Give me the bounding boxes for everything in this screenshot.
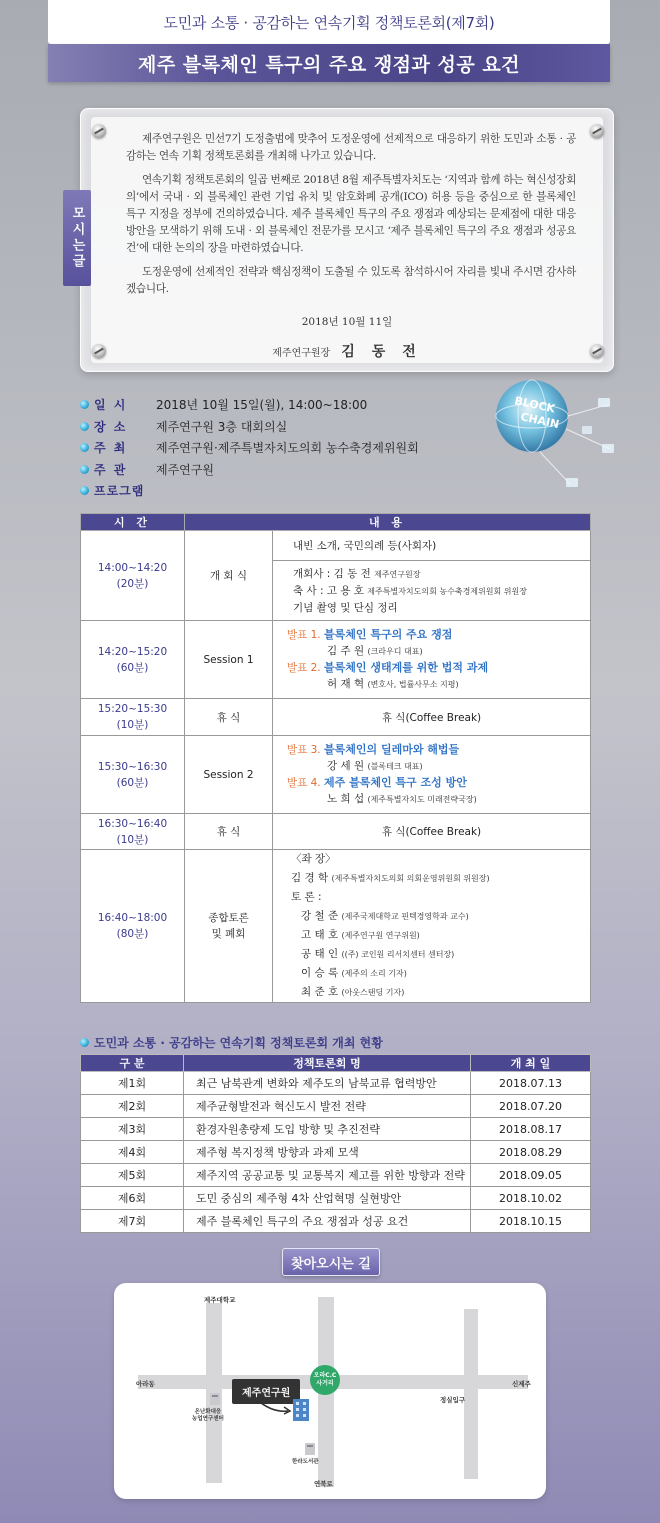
time-duration: (10분) bbox=[116, 833, 149, 846]
header-content: 내 용 bbox=[185, 514, 591, 531]
chair-name: 김 경 학 bbox=[291, 872, 329, 884]
speaker-aff: (블록테크 대표) bbox=[367, 761, 423, 771]
session-label: 및 폐회 bbox=[211, 928, 246, 940]
bullet-icon bbox=[80, 465, 89, 474]
speaker-4 bbox=[287, 791, 590, 808]
table-row bbox=[81, 531, 591, 621]
time-cell bbox=[81, 699, 185, 736]
talk-title: 제주 블록체인 특구 조성 방안 bbox=[324, 775, 467, 789]
panelist-aff: (제주의 소리 기자) bbox=[341, 969, 407, 978]
opener-line bbox=[293, 566, 590, 583]
invitation-paragraph: 도정운영에 선제적인 전략과 핵심정책이 도출될 수 있도록 참석하시어 자리를 빛내 주시면 감사하겠습니다. bbox=[126, 266, 576, 295]
info-row bbox=[80, 437, 440, 459]
info-row bbox=[80, 416, 440, 438]
panelist bbox=[291, 907, 590, 926]
round-cell: 제2회 bbox=[81, 1095, 184, 1118]
table-row bbox=[81, 621, 591, 699]
building-icon bbox=[304, 1441, 316, 1455]
bullet-icon bbox=[80, 1038, 89, 1047]
date-cell: 2018.08.17 bbox=[471, 1118, 591, 1141]
table-row bbox=[81, 1095, 591, 1118]
blockchain-globe-icon bbox=[470, 374, 620, 494]
screw-icon bbox=[92, 124, 106, 138]
round-cell: 제1회 bbox=[81, 1072, 184, 1095]
date-cell: 2018.08.29 bbox=[471, 1141, 591, 1164]
map-label: 연북로 bbox=[314, 1480, 333, 1488]
panelist-name: 최 준 호 bbox=[301, 986, 339, 998]
time-range: 14:00~14:20 bbox=[97, 561, 168, 574]
table-row bbox=[81, 814, 591, 850]
table-row bbox=[81, 699, 591, 736]
speaker-2 bbox=[287, 676, 590, 693]
title-cell: 환경자원총량제 도입 방향 및 추진전략 bbox=[184, 1118, 471, 1141]
panel-heading: 토 론 : bbox=[291, 891, 322, 903]
map-label: 제주대학교 bbox=[204, 1296, 236, 1304]
congrats-label: 축 사 : 고 용 호 bbox=[293, 585, 364, 597]
speaker-aff: (제주특별자치도 미래전략국장) bbox=[367, 794, 477, 804]
photo-line: 기념 촬영 및 단심 정리 bbox=[293, 602, 398, 614]
map-road bbox=[464, 1309, 478, 1479]
session-cell bbox=[185, 850, 273, 1003]
time-range: 15:30~16:30 bbox=[97, 760, 168, 773]
round-cell: 제7회 bbox=[81, 1210, 184, 1233]
time-cell bbox=[81, 531, 185, 621]
location-map bbox=[114, 1283, 546, 1499]
speaker-name: 허 재 혁 bbox=[327, 677, 365, 690]
signer-title: 제주연구원장 bbox=[272, 348, 331, 359]
invitation-body bbox=[126, 131, 576, 305]
session-cell: Session 2 bbox=[185, 736, 273, 814]
series-banner bbox=[48, 0, 610, 44]
opener-role: 제주연구원장 bbox=[374, 570, 421, 579]
time-range: 14:20~15:20 bbox=[97, 645, 168, 658]
series-title: 도민과 소통 · 공감하는 연속기획 정책토론회(제7회) bbox=[163, 13, 495, 32]
intersection-marker: 오라C.C 사거리 bbox=[310, 1365, 340, 1395]
panelist-name: 고 태 호 bbox=[301, 929, 339, 941]
program-table bbox=[80, 513, 591, 1003]
content-cell bbox=[273, 621, 591, 699]
panelist-aff: (제주연구원 연구위원) bbox=[341, 931, 420, 940]
speaker-name: 김 주 원 bbox=[327, 644, 365, 657]
congrats-line bbox=[293, 583, 590, 600]
table-row bbox=[81, 736, 591, 814]
panelist-name: 이 승 록 bbox=[301, 967, 339, 979]
panelist bbox=[291, 983, 590, 1002]
panelist-name: 강 철 준 bbox=[301, 910, 339, 922]
info-key: 장 소 bbox=[94, 419, 128, 434]
panelist bbox=[291, 945, 590, 964]
title-cell: 제주균형발전과 혁신도시 발전 전략 bbox=[184, 1095, 471, 1118]
history-heading-text: 도민과 소통 · 공감하는 연속기획 정책토론회 개최 현황 bbox=[94, 1036, 383, 1050]
session-cell: Session 1 bbox=[185, 621, 273, 699]
content-cell bbox=[273, 736, 591, 814]
page-title: 제주 블록체인 특구의 주요 쟁점과 성공 요건 bbox=[137, 53, 521, 76]
content-cell bbox=[273, 531, 591, 621]
panelist-aff: ((주) 코인원 리서치센터 센터장) bbox=[341, 950, 455, 959]
time-duration: (20분) bbox=[116, 577, 149, 590]
talk-label: 발표 1. bbox=[287, 628, 321, 641]
table-row bbox=[81, 1118, 591, 1141]
congrats-role: 제주특별자치도의회 농수축경제위원회 위원장 bbox=[367, 587, 527, 596]
speaker-name: 강 세 원 bbox=[327, 759, 365, 772]
info-value: 제주연구원·제주특별자치도의회 농수축경제위원회 bbox=[156, 441, 419, 456]
round-cell: 제5회 bbox=[81, 1164, 184, 1187]
session-cell: 휴 식 bbox=[185, 699, 273, 736]
time-cell bbox=[81, 621, 185, 699]
map-label: 신제주 bbox=[512, 1380, 531, 1388]
intro-line: 내빈 소개, 국민의례 등(사회자) bbox=[273, 531, 590, 561]
info-value: 제주연구원 3층 대회의실 bbox=[156, 419, 288, 434]
opener-label: 개회사 : 김 동 전 bbox=[293, 568, 371, 580]
talk-label: 발표 3. bbox=[287, 743, 321, 756]
talk-4 bbox=[287, 775, 590, 791]
venue-marker: 제주연구원 bbox=[232, 1379, 300, 1404]
bullet-icon bbox=[80, 422, 89, 431]
date-cell: 2018.10.15 bbox=[471, 1210, 591, 1233]
date-cell: 2018.10.02 bbox=[471, 1187, 591, 1210]
title-cell: 제주형 복지정책 방향과 과제 모색 bbox=[184, 1141, 471, 1164]
table-row bbox=[81, 1210, 591, 1233]
title-cell: 제주지역 공공교통 및 교통복지 제고를 위한 방향과 전략 bbox=[184, 1164, 471, 1187]
table-row bbox=[81, 850, 591, 1003]
info-value: 제주연구원 bbox=[156, 462, 214, 477]
date-cell: 2018.07.20 bbox=[471, 1095, 591, 1118]
bullet-icon bbox=[80, 400, 89, 409]
session-label: 종합토론 bbox=[208, 912, 249, 924]
panelist bbox=[291, 964, 590, 983]
info-key: 일 시 bbox=[94, 398, 128, 413]
time-duration: (60분) bbox=[116, 661, 149, 674]
speaker-3 bbox=[287, 758, 590, 775]
header-date: 개 최 일 bbox=[471, 1055, 591, 1072]
directions-button[interactable]: 찾아오시는 길 bbox=[282, 1248, 380, 1276]
talk-title: 블록체인 특구의 주요 쟁점 bbox=[324, 627, 453, 641]
event-info bbox=[80, 394, 440, 502]
globe-text-1: BLOCK bbox=[513, 394, 557, 416]
session-cell: 개 회 식 bbox=[185, 531, 273, 621]
round-cell: 제6회 bbox=[81, 1187, 184, 1210]
panelist-aff: (아웃스탠딩 기자) bbox=[341, 988, 405, 997]
speaker-aff: (크라우디 대표) bbox=[367, 646, 423, 656]
talk-label: 발표 2. bbox=[287, 661, 321, 674]
time-duration: (80분) bbox=[116, 928, 149, 940]
bullet-icon bbox=[80, 443, 89, 452]
invitation-paragraph: 제주연구원은 민선7기 도정출범에 맞추어 도정운영에 선제적으로 대응하기 위한 도민과 소통 · 공감하는 연속 기획 정책토론회를 개최해 나가고 있습니다. bbox=[126, 133, 576, 162]
info-key: 프로그램 bbox=[94, 484, 145, 499]
content-cell bbox=[273, 850, 591, 1003]
header-name: 정책토론회 명 bbox=[184, 1055, 471, 1072]
date-cell: 2018.09.05 bbox=[471, 1164, 591, 1187]
signer-name: 김 동 전 bbox=[341, 344, 422, 360]
table-header-row bbox=[81, 514, 591, 531]
talk-title: 블록체인 생태계를 위한 법적 과제 bbox=[324, 660, 489, 674]
title-cell: 제주 블록체인 특구의 주요 쟁점과 성공 요건 bbox=[184, 1210, 471, 1233]
map-label: 아라동 bbox=[136, 1380, 155, 1388]
table-row bbox=[81, 1072, 591, 1095]
time-cell bbox=[81, 814, 185, 850]
time-range: 15:20~15:30 bbox=[97, 703, 168, 715]
info-row bbox=[80, 459, 440, 481]
chair-aff: (제주특별자치도의회 의회운영위원회 위원장) bbox=[331, 874, 490, 883]
header-time: 시 간 bbox=[81, 514, 185, 531]
invitation-tab: 모시는글 bbox=[63, 190, 91, 286]
talk-title: 블록체인의 딜레마와 해법들 bbox=[324, 742, 460, 756]
info-key: 주 관 bbox=[94, 462, 128, 477]
title-bar bbox=[48, 44, 610, 82]
time-duration: (60분) bbox=[116, 776, 149, 789]
arrow-icon bbox=[254, 1397, 294, 1417]
title-cell: 도민 중심의 제주형 4차 산업혁명 실현방안 bbox=[184, 1187, 471, 1210]
panelist bbox=[291, 926, 590, 945]
building-icon bbox=[209, 1391, 221, 1405]
time-duration: (10분) bbox=[116, 719, 149, 731]
time-range: 16:40~18:00 bbox=[97, 912, 168, 924]
time-range: 16:30~16:40 bbox=[97, 817, 168, 830]
talk-3 bbox=[287, 742, 590, 758]
info-key: 주 최 bbox=[94, 441, 128, 456]
speaker-name: 노 희 섭 bbox=[327, 792, 365, 805]
content-cell: 휴 식(Coffee Break) bbox=[273, 699, 591, 736]
speaker-aff: (변호사, 법률사무소 지평) bbox=[367, 679, 459, 689]
invitation-signature bbox=[80, 341, 614, 361]
round-cell: 제3회 bbox=[81, 1118, 184, 1141]
info-row bbox=[80, 394, 440, 416]
time-cell bbox=[81, 736, 185, 814]
chair-line bbox=[291, 869, 590, 888]
history-table bbox=[80, 1054, 591, 1233]
session-cell: 휴 식 bbox=[185, 814, 273, 850]
speaker-1 bbox=[287, 643, 590, 660]
invitation-paragraph: 연속기획 정책토론회의 일곱 번째로 2018년 8월 제주특별자치도는 ‘지역과 함께 하는 혁신성장회의’에서 국내 · 외 블록체인 관련 기업 유치 및 암호화폐 공개(ICO) 허용 등을 중심으로 한 블록체인 특구 지정을 정부에 건의하였습니다. 제주 블록체인 특구의 주요 쟁점과 예상되는 문제점에 대한 대응 방안을 모색하기 위해 도내 · 외 블록체인 전문가를 모시고 ‘제주 블록체인 특구의 주요 쟁점과 성공요건’에 대한 논의의 장을 마련하였습니다. bbox=[126, 174, 576, 254]
globe-text-2: CHAIN bbox=[519, 410, 561, 432]
map-label: 정실입구 bbox=[440, 1396, 466, 1404]
time-cell bbox=[81, 850, 185, 1003]
invitation-date: 2018년 10월 11일 bbox=[301, 316, 393, 328]
title-cell: 최근 남북관계 변화와 제주도의 남북교류 협력방안 bbox=[184, 1072, 471, 1095]
talk-2 bbox=[287, 660, 590, 676]
screw-icon bbox=[590, 124, 604, 138]
date-cell: 2018.07.13 bbox=[471, 1072, 591, 1095]
chair-heading: 〈좌 장〉 bbox=[291, 853, 336, 865]
content-cell: 휴 식(Coffee Break) bbox=[273, 814, 591, 850]
info-row bbox=[80, 480, 440, 502]
map-label bbox=[192, 1409, 224, 1423]
header-round: 구 분 bbox=[81, 1055, 184, 1072]
panelist-aff: (제주국제대학교 핀텍경영학과 교수) bbox=[341, 912, 469, 921]
panelist-name: 공 태 인 bbox=[301, 948, 339, 960]
info-value: 2018년 10월 15일(월), 14:00~18:00 bbox=[156, 398, 368, 413]
bullet-icon bbox=[80, 486, 89, 495]
talk-1 bbox=[287, 627, 590, 643]
map-label: 한라도서관 bbox=[292, 1459, 319, 1465]
talk-label: 발표 4. bbox=[287, 776, 321, 789]
history-heading bbox=[80, 1034, 383, 1051]
table-row bbox=[81, 1187, 591, 1210]
table-row bbox=[81, 1164, 591, 1187]
round-cell: 제4회 bbox=[81, 1141, 184, 1164]
table-row bbox=[81, 1141, 591, 1164]
map-label-line: 농업연구센터 bbox=[192, 1416, 224, 1422]
table-header-row bbox=[81, 1055, 591, 1072]
map-label-line: 온난화대응 bbox=[194, 1409, 222, 1415]
